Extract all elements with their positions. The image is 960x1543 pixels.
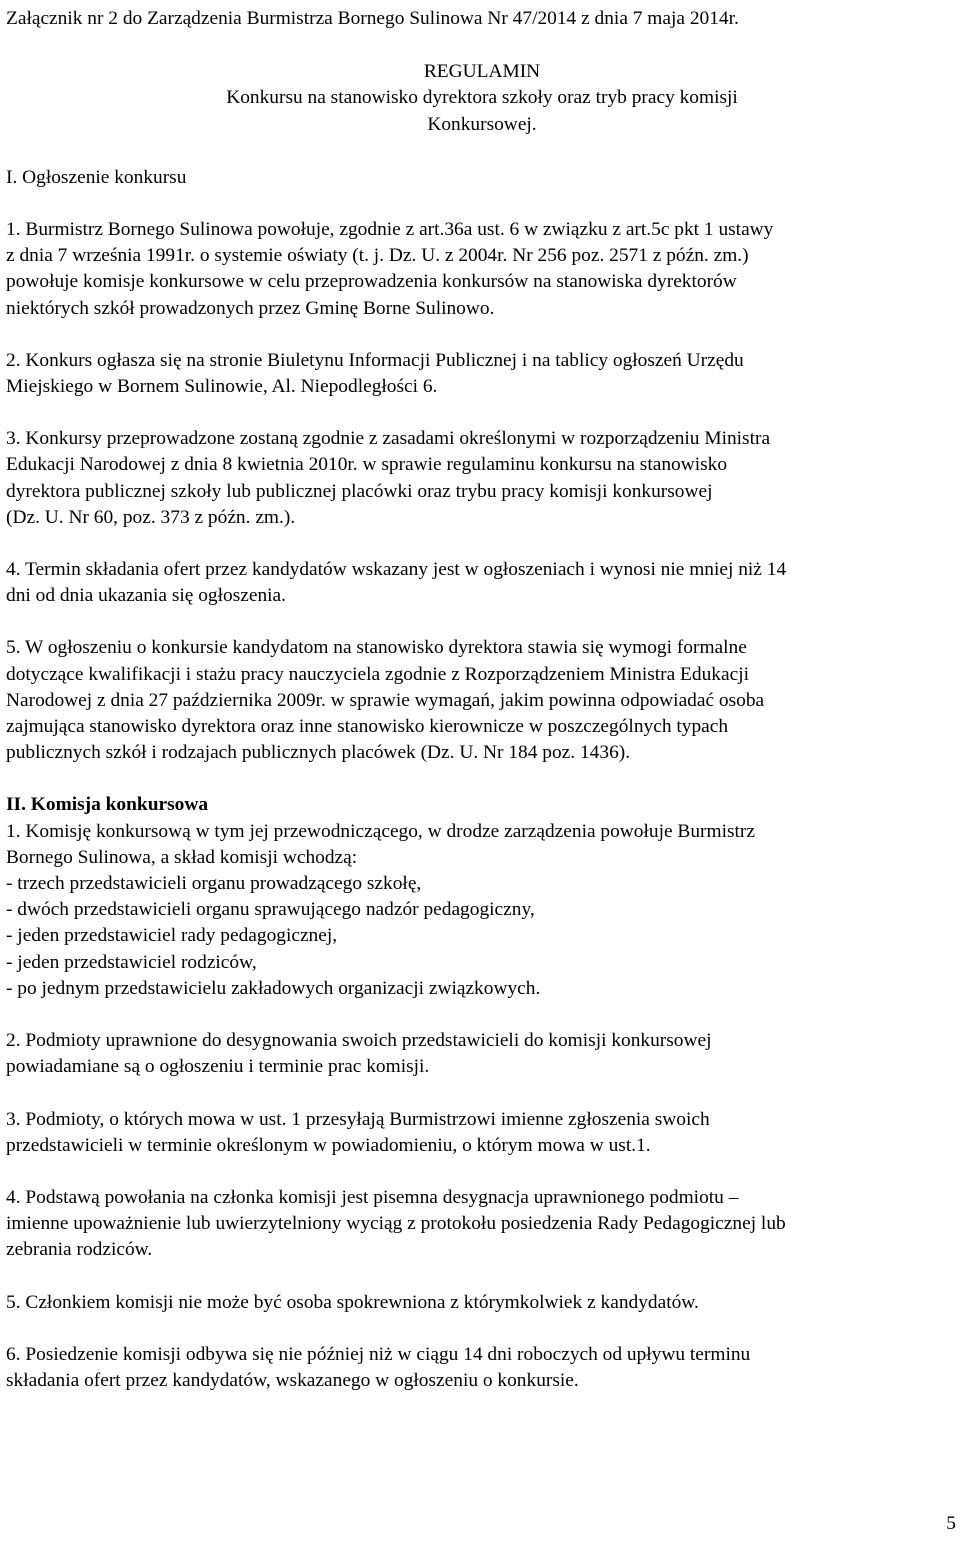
section-1-item-2	[6, 348, 958, 400]
section-1-item-5	[6, 635, 958, 766]
committee-composition-list	[6, 871, 958, 1002]
section-1-item-3	[6, 426, 958, 531]
text-line: 5. W ogłoszeniu o konkursie kandydatom na stanowisko dyrektora stawia się wymogi formalne	[6, 637, 747, 659]
text-line: (Dz. U. Nr 60, poz. 373 z późn. zm.).	[6, 506, 296, 528]
text-line: dotyczące kwalifikacji i stażu pracy nauczyciela zgodnie z Rozporządzeniem Ministra Edukacji	[6, 663, 749, 685]
text-line: dyrektora publicznej szkoły lub publicznej placówki oraz trybu pracy komisji konkursowej	[6, 480, 713, 502]
text-line: zajmująca stanowisko dyrektora oraz inne stanowisko kierownicze w poszczególnych typach	[6, 716, 729, 738]
text-line: 1. Burmistrz Bornego Sulinowa powołuje, zgodnie z art.36a ust. 6 w związku z art.5c pkt 1 ustawy	[6, 219, 774, 241]
text-line: 3. Podmioty, o których mowa w ust. 1 przesyłają Burmistrzowi imienne zgłoszenia swoich	[6, 1108, 710, 1130]
text-line: składania ofert przez kandydatów, wskazanego w ogłoszeniu o konkursie.	[6, 1369, 579, 1391]
text-line: 2. Konkurs ogłasza się na stronie Biuletynu Informacji Publicznej i na tablicy ogłoszeń Urzędu	[6, 349, 744, 371]
section-2-item-2	[6, 1028, 958, 1080]
list-item: - jeden przedstawiciel rodziców,	[6, 951, 257, 973]
list-item: - trzech przedstawicieli organu prowadzącego szkołę,	[6, 873, 422, 895]
text-line: 1. Komisję konkursową w tym jej przewodniczącego, w drodze zarządzenia powołuje Burmistrz	[6, 820, 755, 842]
text-line: Narodowej z dnia 27 października 2009r. w sprawie wymagań, jakim powinna odpowiadać osoba	[6, 689, 765, 711]
text-line: 2. Podmioty uprawnione do desygnowania swoich przedstawicieli do komisji konkursowej	[6, 1030, 712, 1052]
section-2-heading: II. Komisja konkursowa	[6, 794, 209, 816]
list-item: - jeden przedstawiciel rady pedagogicznej,	[6, 925, 338, 947]
text-line: 5. Członkiem komisji nie może być osoba spokrewniona z którymkolwiek z kandydatów.	[6, 1291, 699, 1313]
text-line: powołuje komisje konkursowe w celu przeprowadzenia konkursów na stanowiska dyrektorów	[6, 271, 737, 293]
text-line: niektórych szkół prowadzonych przez Gminę Borne Sulinowo.	[6, 297, 495, 319]
section-1-item-4	[6, 557, 958, 609]
text-line: 6. Posiedzenie komisji odbywa się nie później niż w ciągu 14 dni roboczych od upływu terminu	[6, 1343, 751, 1365]
text-line: Edukacji Narodowej z dnia 8 kwietnia 2010r. w sprawie regulaminu konkursu na stanowisko	[6, 454, 728, 476]
section-1-item-1	[6, 217, 958, 322]
document-header: Załącznik nr 2 do Zarządzenia Burmistrza Bornego Sulinowa Nr 47/2014 z dnia 7 maja 2014r.	[6, 8, 739, 29]
document-page	[6, 0, 958, 1394]
section-2-item-5	[6, 1290, 958, 1316]
text-line: powiadamiane są o ogłoszeniu i terminie prac komisji.	[6, 1056, 430, 1078]
text-line: 3. Konkursy przeprowadzone zostaną zgodnie z zasadami określonymi w rozporządzeniu Ministra	[6, 428, 771, 450]
text-line: imienne upoważnienie lub uwierzytelniony wyciąg z protokołu posiedzenia Rady Pedagogicznej lub	[6, 1213, 786, 1235]
page-number: 5	[946, 1513, 956, 1534]
section-2-item-3	[6, 1107, 958, 1159]
text-line: zebrania rodziców.	[6, 1239, 153, 1261]
list-item: - po jednym przedstawicielu zakładowych organizacji związkowych.	[6, 977, 541, 999]
text-line: publicznych szkół i rodzajach publicznych placówek (Dz. U. Nr 184 poz. 1436).	[6, 742, 631, 764]
text-line: Bornego Sulinowa, a skład komisji wchodzą:	[6, 846, 358, 868]
text-line: Miejskiego w Bornem Sulinowie, Al. Niepodległości 6.	[6, 376, 438, 398]
regulation-title	[6, 59, 958, 138]
section-2-item-6	[6, 1342, 958, 1394]
title-line-3: Konkursowej.	[427, 113, 537, 135]
text-line: z dnia 7 września 1991r. o systemie oświaty (t. j. Dz. U. z 2004r. Nr 256 poz. 2571 z późn. zm.)	[6, 245, 749, 267]
section-1-heading: I. Ogłoszenie konkursu	[6, 166, 187, 188]
text-line: 4. Podstawą powołania na członka komisji jest pisemna desygnacja uprawnionego podmiotu –	[6, 1186, 739, 1208]
title-line-2: Konkursu na stanowisko dyrektora szkoły oraz tryb pracy komisji	[226, 87, 738, 109]
title-line-1: REGULAMIN	[423, 61, 541, 83]
section-2-item-4	[6, 1185, 958, 1264]
text-line: 4. Termin składania ofert przez kandydatów wskazany jest w ogłoszeniach i wynosi nie mniej niż 14	[6, 559, 787, 581]
section-2-item-1	[6, 819, 958, 871]
text-line: dni od dnia ukazania się ogłoszenia.	[6, 585, 286, 607]
list-item: - dwóch przedstawicieli organu sprawującego nadzór pedagogiczny,	[6, 899, 535, 921]
text-line: przedstawicieli w terminie określonym w powiadomieniu, o którym mowa w ust.1.	[6, 1134, 651, 1156]
